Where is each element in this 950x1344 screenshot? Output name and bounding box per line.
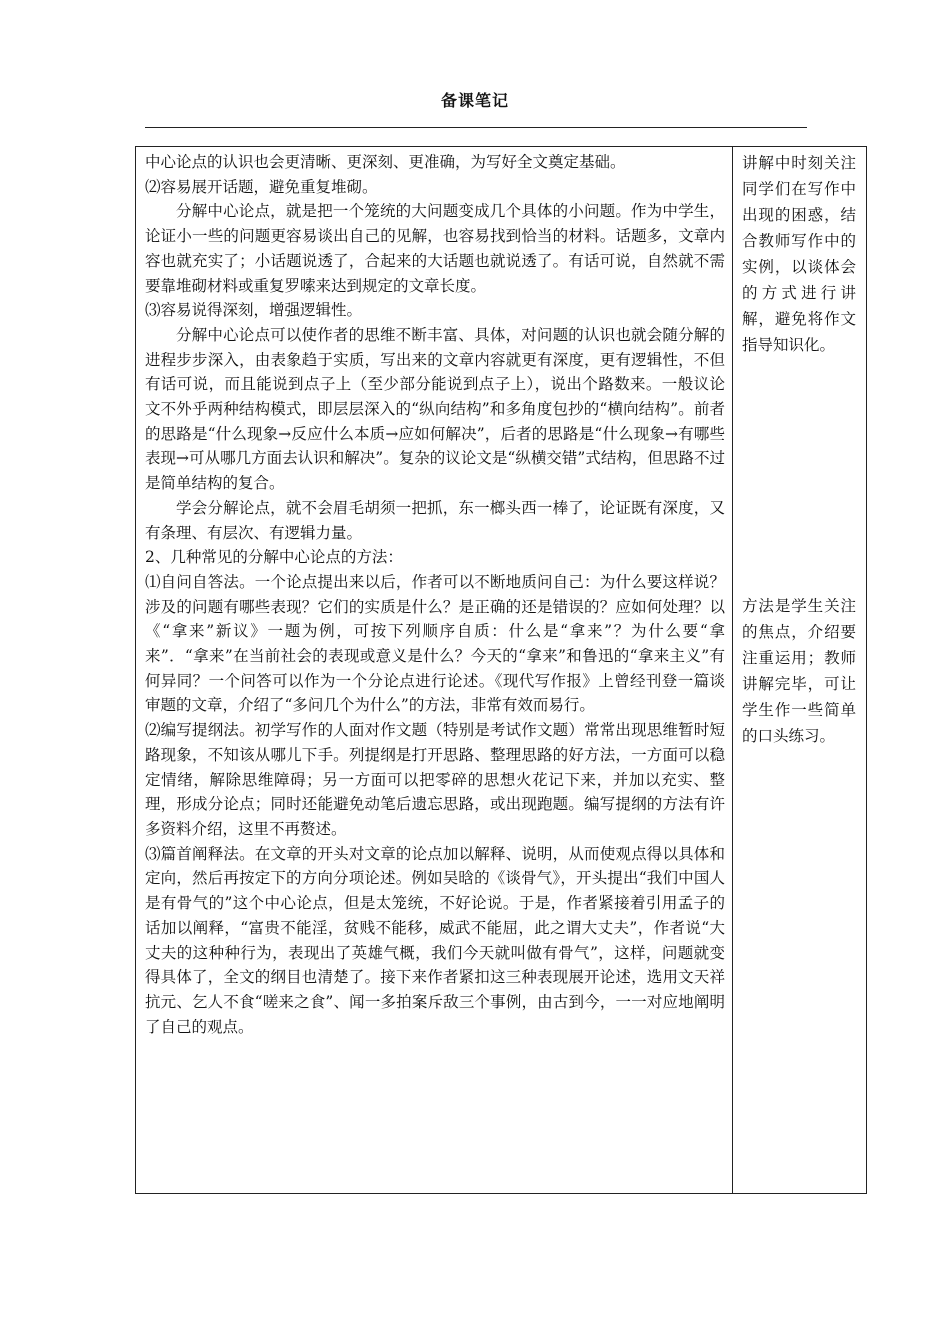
paragraph: ⑵编写提纲法。初学写作的人面对作文题（特别是考试作文题）常常出现思维暂时短路现象，不知该从哪儿下手。列提纲是打开思路、整理思路的好方法，一方面可以稳定情绪，解除思维障碍；另一方面可以把零碎的思想火花记下来，并加以充实、整理，形成分论点；同时还能避免动笔后遗忘思路，或出现跑题。编写提纲的方法有许多资料介绍，这里不再赘述。 <box>145 721 725 838</box>
paragraph: 分解中心论点可以使作者的思维不断丰富、具体，对问题的认识也就会随分解的进程步步深入，由表象趋于实质，写出来的文章内容就更有深度，更有逻辑性，不但有话可说，而且能说到点子上（至少部分能说到点子上），说出个路数来。一般议论文不外乎两种结构模式，即层层深入的“纵向结构”和多角度包抄的“横向结构”。前者的思路是“什么现象→反应什么本质→应如何解决”，后者的思路是“什么现象→有哪些表现→可从哪几方面去认识和解决”。复杂的议论文是“纵横交错”式结构，但思路不过是简单结构的复合。 <box>145 325 725 493</box>
side-note-2 <box>742 593 856 749</box>
header-rule <box>145 127 807 128</box>
subheading: ⑶容易说得深刻，增强逻辑性。 <box>145 301 363 320</box>
paragraph: ⑶篇首阐释法。在文章的开头对文章的论点加以解释、说明，从而使观点得以具体和定向，然后再按定下的方向分项论述。例如吴晗的《谈骨气》，开头提出“我们中国人是有骨气的”这个中心论点，但是太笼统，不好论说。于是，作者紧接着引用孟子的话加以阐释，“富贵不能淫，贫贱不能移，威武不能屈，此之谓大丈夫”，作者说“大丈夫的这种种行为，表现出了英雄气概，我们今天就叫做有骨气”，这样，问题就变得具体了，全文的纲目也清楚了。接下来作者紧扣这三种表现展开论述，选用文天祥抗元、乞人不食“嗟来之食”、闻一多拍案斥敌三个事例，由古到今，一一对应地阐明了自己的观点。 <box>145 844 725 1036</box>
side-note-text: 方法是学生关注的焦点，介绍要注重运用；教师讲解完毕，可让学生作一些简单的口头练习。 <box>742 597 856 745</box>
section-heading: 2、几种常见的分解中心论点的方法： <box>145 548 403 567</box>
paragraph: 学会分解论点，就不会眉毛胡须一把抓，东一榔头西一棒了，论证既有深度，又有条理、有层次、有逻辑力量。 <box>145 498 725 542</box>
page-header-title: 备课笔记 <box>440 91 509 110</box>
lesson-table <box>135 146 867 1194</box>
side-note-text: 讲解中时刻关注同学们在写作中出现的困惑，结合教师写作中的实例，以谈体会的方式进行讲解，避免将作文指导知识化。 <box>742 154 856 354</box>
paragraph: 中心论点的认识也会更清晰、更深刻、更准确，为写好全文奠定基础。 <box>145 153 626 171</box>
side-note-1 <box>742 150 856 358</box>
paragraph: ⑴自问自答法。一个论点提出来以后，作者可以不断地质问自己：为什么要这样说？涉及的问题有哪些表现？它们的实质是什么？是正确的还是错误的？应如何处理？以《“拿来”新议》一题为例，可按下列顺序自质：什么是“拿来”？为什么要“拿来”．“拿来”在当前社会的表现或意义是什么？今天的“拿来”和鲁迅的“拿来主义”有何异同？一个问答可以作为一个分论点进行论述。《现代写作报》上曾经刊登一篇谈审题的文章，介绍了“多问几个为什么”的方法，非常有效而易行。 <box>145 572 725 715</box>
column-divider <box>732 147 733 1193</box>
subheading: ⑵容易展开话题，避免重复堆砌。 <box>145 177 378 196</box>
paragraph: 分解中心论点，就是把一个笼统的大问题变成几个具体的小问题。作为中学生，论证小一些的问题更容易谈出自己的见解，也容易找到恰当的材料。话题多，文章内容也就充实了；小话题说透了，合起来的大话题也就说透了。有话可说，自然就不需要靠堆砌材料或重复罗嗦来达到规定的文章长度。 <box>145 202 725 295</box>
main-content-column <box>145 150 725 1039</box>
